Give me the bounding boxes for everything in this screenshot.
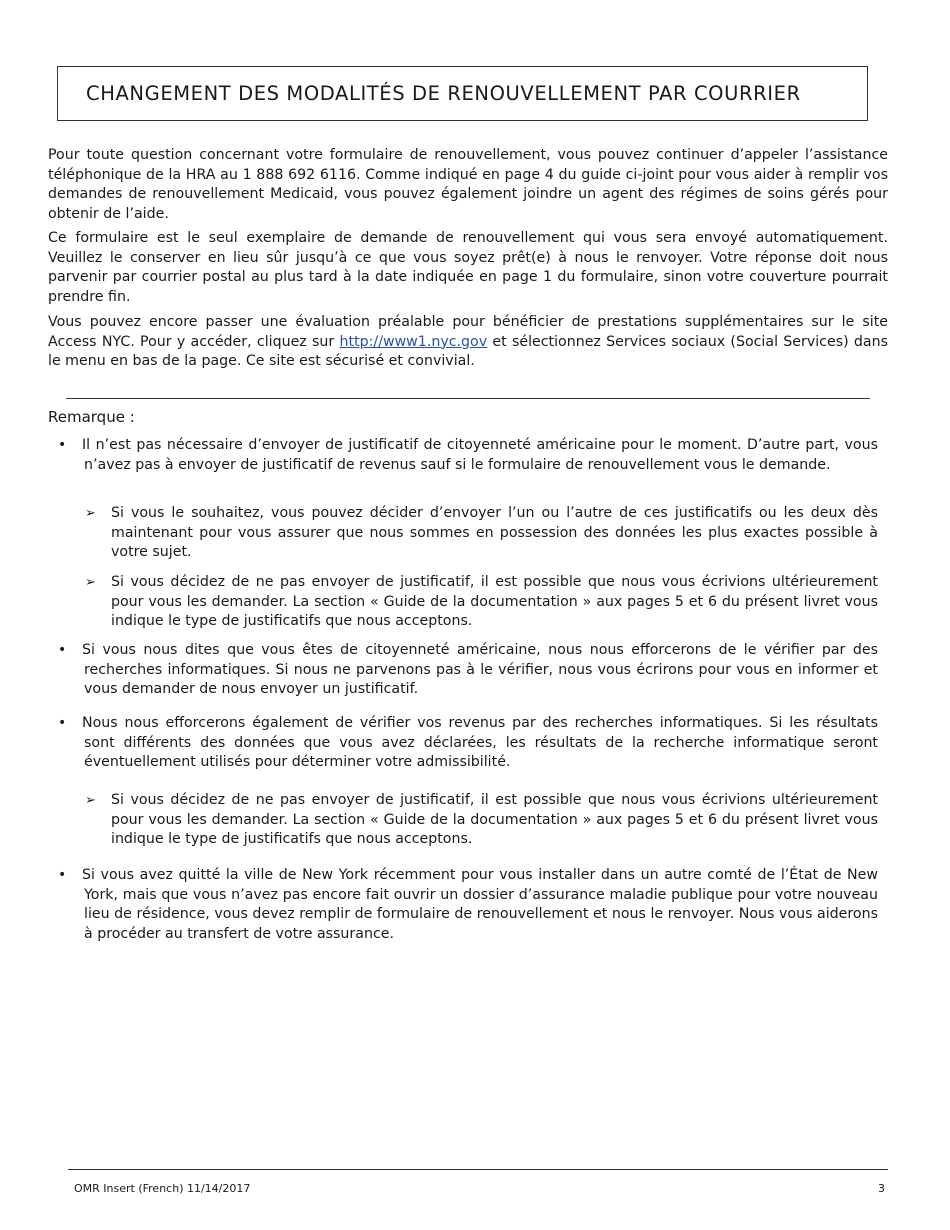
intro-paragraph-2: Ce formulaire est le seul exemplaire de demande de renouvellement qui vous sera envoyé automatiquement. Veuillez le conserver en lieu sûr jusqu’à ce que vous soyez prêt(e) à nous le renvoyer. Votre réponse doit nous parvenir par courrier postal au plus tard à la date indiquée en page 1 du formulaire, sinon votre couverture pourrait prendre fin. [48, 230, 888, 305]
remark-heading: Remarque : [48, 408, 135, 426]
arrow-bullet-icon: ➢ [85, 793, 96, 808]
arrow-bullet-icon: ➢ [85, 506, 96, 521]
bullet-3-text: Nous nous efforcerons également de vérifier vos revenus par des recherches informatiques. Si les résultats sont différents des données que vous avez déclarées, les résultats de la recherche informatique seront éventuellement utilisés pour déterminer votre admissibilité. [82, 715, 878, 771]
footer-divider [68, 1169, 888, 1170]
page-title: CHANGEMENT DES MODALITÉS DE RENOUVELLEMENT PAR COURRIER [86, 82, 801, 105]
section-divider [66, 398, 870, 399]
intro-p3-after: et sélectionnez Services sociaux (Social Services) dans le menu en bas de la page. Ce site est sécurisé et convivial. [48, 333, 888, 370]
intro-p3-before: Vous pouvez encore passer une évaluation préalable pour bénéficier de prestations supplémentaires sur le site Access NYC. Pour y accéder, cliquez sur [48, 314, 888, 350]
footer-page-number: 3 [878, 1182, 885, 1195]
bullet-dot: • [58, 715, 67, 731]
arrow-bullet-icon: ➢ [85, 575, 96, 590]
intro-paragraph-1: Pour toute question concernant votre formulaire de renouvellement, vous pouvez continuer d’appeler l’assistance téléphonique de la HRA au 1 888 692 6116. Comme indiqué en page 4 du guide ci-joint pour vous aider à remplir vos demandes de renouvellement Medicaid, vous pouvez également joindre un agent des régimes de soins gérés pour obtenir de l’aide. [48, 147, 888, 222]
bullet-1-sub-1-text: Si vous le souhaitez, vous pouvez décider d’envoyer l’un ou l’autre de ces justificatifs ou les deux dès maintenant pour vous assurer que nous sommes en possession des données les plus exactes possible à votre sujet. [111, 505, 878, 561]
bullet-dot: • [58, 642, 67, 658]
nyc-link[interactable]: http://www1.nyc.gov [339, 333, 488, 350]
title-box [57, 66, 868, 121]
intro-paragraph-3 [48, 313, 888, 372]
bullet-4-text: Si vous avez quitté la ville de New York récemment pour vous installer dans un autre comté de l’État de New York, mais que vous n’avez pas encore fait ouvrir un dossier d’assurance maladie publique pour votre nouveau lieu de résidence, vous devez remplir de formulaire de renouvellement et nous le renvoyer. Nous vous aiderons à procéder au transfert de votre assurance. [82, 867, 878, 942]
bullet-dot: • [58, 437, 67, 453]
bullet-3-sub-1-text: Si vous décidez de ne pas envoyer de justificatif, il est possible que nous vous écrivions ultérieurement pour vous les demander. La section « Guide de la documentation » aux pages 5 et 6 du présent livret vous indique le type de justificatifs que nous acceptons. [111, 792, 878, 848]
bullet-1-text: Il n’est pas nécessaire d’envoyer de justificatif de citoyenneté américaine pour le moment. D’autre part, vous n’avez pas à envoyer de justificatif de revenus sauf si le formulaire de renouvellement vous le demande. [82, 437, 878, 473]
bullet-2-text: Si vous nous dites que vous êtes de citoyenneté américaine, nous nous efforcerons de le vérifier par des recherches informatiques. Si nous ne parvenons pas à le vérifier, nous vous écrirons pour vous en informer et vous demander de nous envoyer un justificatif. [82, 642, 878, 698]
footer-document-id: OMR Insert (French) 11/14/2017 [74, 1182, 251, 1195]
bullet-dot: • [58, 867, 67, 883]
bullet-1-sub-2-text: Si vous décidez de ne pas envoyer de justificatif, il est possible que nous vous écrivions ultérieurement pour vous les demander. La section « Guide de la documentation » aux pages 5 et 6 du présent livret vous indique le type de justificatifs que nous acceptons. [111, 574, 878, 630]
